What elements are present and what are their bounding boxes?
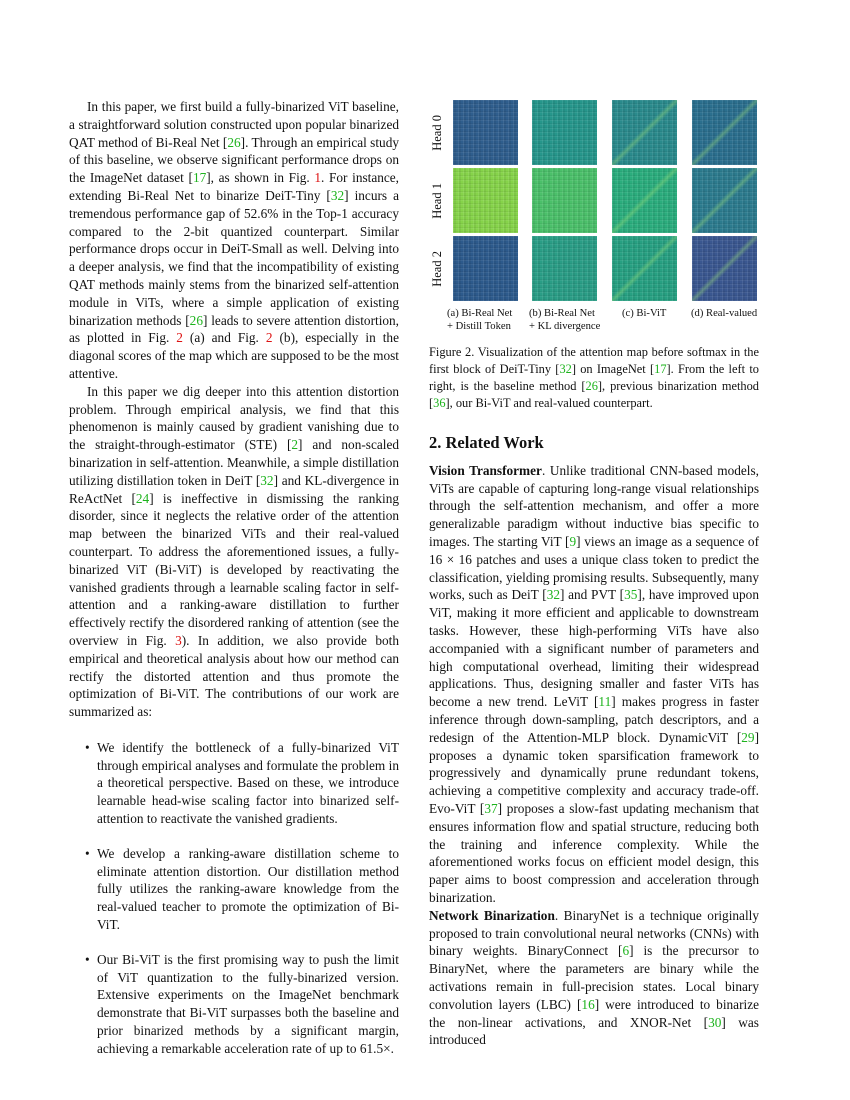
vision-transformer-paragraph: Vision Transformer. Unlike traditional CNN-based models, ViTs are capable of capturing long-range visual relationships through the self-attention mechanism, and offer a more generalizable paradigm without inductive bias specific to images. The starting ViT [9] views an image as a sequence of 16 × 16 patches and uses a unique class token to predict the classification, yielding promising results. Subsequently, many works, such as DeiT [32] and PVT [35], have improved upon ViT, making it more efficient and applicable to downstream tasks. However, these high-performing ViTs have also accompanied with a significant number of parameters and high computational overhead, limiting their widespread applications. Thus, designing smaller and faster ViTs has become a new trend. LeViT [11] makes progress in faster inference through down-sampling, patch descriptors, and a redesign of the Attention-MLP block. DynamicViT [29] proposes a dynamic token sparsification framework to progressively and dynamically prune redundant tokens, achieving a competitive complexity and accuracy trade-off. Evo-ViT [37] proposes a slow-fast updating mechanism that ensures information flow and spatial structure, reducing both the training and inference complexity. While the aforementioned works focus on efficient model design, this paper aims to boost compression and acceleration through binarization. [429, 462, 760, 905]
citation-link[interactable]: 32 [260, 472, 274, 488]
attention-heatmap [532, 236, 597, 301]
citation-link[interactable]: 29 [741, 729, 755, 745]
citation-link[interactable]: 32 [546, 587, 560, 603]
attention-heatmap [612, 100, 677, 165]
figure-ref-link[interactable]: 2 [265, 330, 273, 346]
citation-link[interactable]: 24 [135, 490, 150, 506]
citation-link[interactable]: 32 [559, 362, 572, 376]
figure-caption: Figure 2. Visualization of the attention map before softmax in the first block of DeiT-Tiny [32] on ImageNet [17]. From the left to right, is the baseline method [26], previous binarization method [36], our Bi-ViT and real-valued counterpart. [429, 345, 760, 410]
figure-ref-link[interactable]: 3 [175, 632, 182, 648]
section-heading: 2. Related Work [429, 433, 544, 452]
contributions-list [69, 739, 399, 1058]
citation-link[interactable]: 32 [330, 187, 345, 203]
citation-link[interactable]: 26 [189, 312, 203, 328]
attention-heatmap [532, 100, 597, 165]
attention-map-figure [429, 98, 759, 334]
figure-ref-link[interactable]: 1 [314, 170, 322, 186]
subcaption-a: (a) Bi-Real Net + Distill Token [447, 308, 513, 332]
row-label-head-2: Head 2 [430, 250, 445, 287]
attention-heatmap [612, 168, 677, 233]
citation-link[interactable]: 2 [291, 437, 299, 453]
attention-heatmap [453, 100, 518, 165]
citation-link[interactable]: 17 [192, 170, 207, 186]
subcaption-b: (b) Bi-Real Net + KL divergence [529, 308, 601, 332]
citation-link[interactable]: 36 [433, 396, 446, 410]
citation-link[interactable]: 17 [654, 362, 667, 376]
row-label-head-1: Head 1 [430, 182, 445, 219]
attention-heatmap [692, 236, 757, 301]
contribution-item: • We develop a ranking-aware distillation scheme to eliminate attention distortion. Our distillation method fully utilizes the ranking-aware knowledge from the real-valued teacher to promote the optimization of Bi-ViT. [69, 845, 399, 934]
subcaption-c: (c) Bi-ViT [622, 308, 667, 319]
row-label-head-0: Head 0 [430, 114, 445, 151]
citation-link[interactable]: 16 [581, 996, 595, 1012]
intro-paragraph-2: In this paper we dig deeper into this attention distortion problem. Through empirical analysis, we find that this phenomenon is mainly caused by gradient vanishing due to the straight-through-estimator (STE) [2] and non-scaled binarization in self-attention. Meanwhile, a simple distillation utilizing distillation token in DeiT [32] and KL-divergence in ReActNet [24] is ineffective in dismissing the ranking disorder, since it neglects the relative order of the attention map between the binarized ViTs and their real-valued counterpart. To address the aforementioned issues, a fully-binarized ViT (Bi-ViT) is developed by reactivating the vanished gradients through a learnable scaling factor in self-attention and a ranking-aware distillation to further effectively rectify the disordered ranking of attention (see the overview in Fig. 3). In addition, we also provide both empirical and theoretical analysis about how our method can rectify the distorted attention and thus promote the optimization of Bi-ViT. The contributions of our work are summarized as: [69, 383, 400, 720]
subcaption-d: (d) Real-valued [691, 308, 758, 319]
citation-link[interactable]: 9 [569, 533, 577, 549]
contribution-item: • Our Bi-ViT is the first promising way to push the limit of ViT quantization to the fully-binarized version. Extensive experiments on the ImageNet benchmark demonstrate that Bi-ViT surpasses both the baseline and prior binarized methods by a significant margin, achieving a remarkable acceleration rate of up to 61.5×. [69, 951, 399, 1058]
attention-heatmap [612, 236, 677, 301]
citation-link[interactable]: 26 [227, 134, 241, 150]
citation-link[interactable]: 30 [708, 1014, 722, 1030]
right-column [429, 98, 759, 1049]
citation-link[interactable]: 37 [484, 800, 498, 816]
intro-paragraph-1: In this paper, we first build a fully-binarized ViT baseline, a straightforward solution constructed upon popular binarized QAT method of Bi-Real Net [26]. Through an empirical study of this baseline, we observe significant performance drops on the ImageNet dataset [17], as shown in Fig. 1. For instance, extending Bi-Real Net to binarize DeiT-Tiny [32] incurs a tremendous performance gap of 52.6% in the Top-1 accuracy compared to the 2-bit quantized counterpart. Similar performance drops occur in DeiT-Small as well. Delving into a deeper analysis, we find that the incompatibility of existing QAT methods mainly stems from the binarized self-attention module in ViTs, where a simple application of existing binarization methods [26] leads to severe attention distortion, as plotted in Fig. 2 (a) and Fig. 2 (b), especially in the diagonal scores of the map which are supposed to be the most attentive. [69, 99, 400, 381]
citation-link[interactable]: 26 [585, 379, 598, 393]
left-column [69, 98, 399, 1075]
attention-heatmap [532, 168, 597, 233]
attention-heatmap [692, 168, 757, 233]
attention-heatmap [692, 100, 757, 165]
network-binarization-paragraph: Network Binarization. BinaryNet is a technique originally proposed to train convolutional neural networks (CNNs) with binary weights. BinaryConnect [6] is the precursor to BinaryNet, where the parameters are binary while the activations remain in full-precision states. Local binary convolution layers (LBC) [16] were introduced to binarize the non-linear activations, and XNOR-Net [30] was introduced [429, 907, 760, 1048]
attention-heatmap [453, 168, 518, 233]
attention-heatmap [453, 236, 518, 301]
contribution-item: • We identify the bottleneck of a fully-binarized ViT through empirical analyses and formulate the problem in a theoretical perspective. Based on these, we introduce learnable head-wise scaling factor into binarized self-attention to reactivate the vanished gradients. [69, 739, 399, 828]
citation-link[interactable]: 35 [624, 587, 638, 603]
citation-link[interactable]: 6 [622, 943, 630, 959]
citation-link[interactable]: 11 [598, 694, 612, 710]
figure-ref-link[interactable]: 2 [176, 330, 183, 346]
